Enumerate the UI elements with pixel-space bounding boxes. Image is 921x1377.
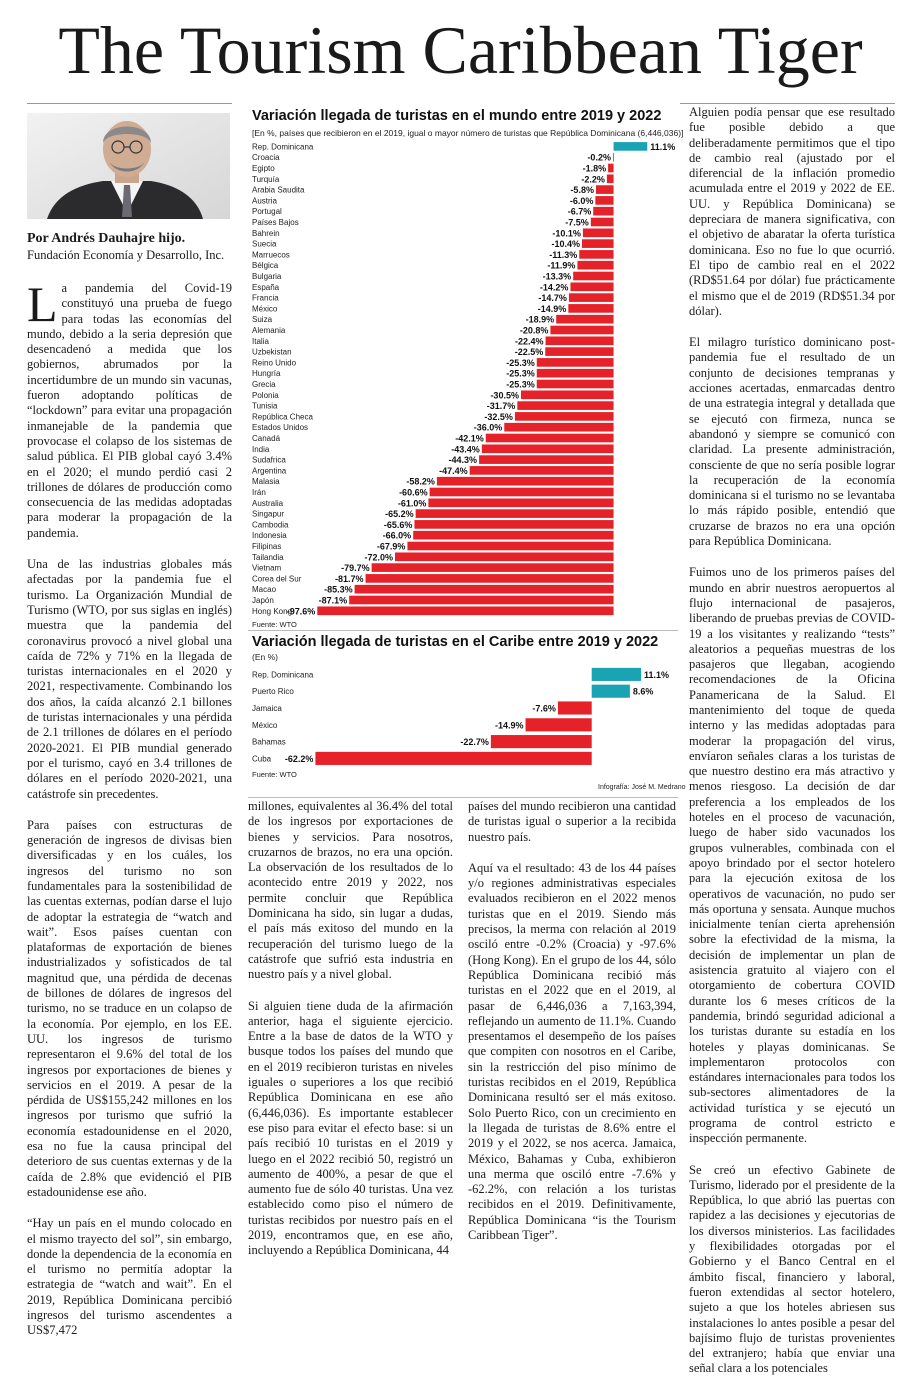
paragraph-text: a pandemia del Covid-19 constituyó una prueba de fuego para todas las economías del mundo, debido a la seria depresión que desencadenó a medida que los gobiernos, abrumados por la incertidumbre de un mundo sin vacunas, fueron adoptando políticas de “lockdown” para evitar una propagación inmanejable de la pandemia que provocase el colapso de los sistemas de salud pública. El PIB global cayó 3.4% en el 2020; el mundo perdió casi 2 trillones de dólares de producción como consecuencia de las medidas adoptadas para moderar la propagación de la pandemia. [27,281,232,540]
value-label: -6.0% [569,195,594,206]
bar [479,455,613,464]
value-label: -42.1% [455,433,484,444]
value-label: -47.4% [439,465,468,476]
bar [526,718,592,731]
category-label: Singapur [252,509,285,519]
category-label: Egipto [252,164,275,173]
bar [592,668,641,681]
author-name: Por Andrés Dauhajre hijo. [27,231,186,246]
page-title: The Tourism Caribbean Tiger [58,12,863,88]
category-label: Croacia [252,153,280,163]
value-label: -25.3% [506,379,535,390]
bar [414,520,613,529]
value-label: -66.0% [382,530,412,541]
value-label: -60.6% [399,487,428,498]
category-label: Cuba [252,754,272,764]
category-label: Suecia [252,239,277,249]
category-label: Turquía [252,174,280,184]
article-column-1 [27,276,232,1338]
category-label: Macao [252,585,277,595]
bar [558,701,592,714]
category-label: Suiza [252,315,273,325]
bar [521,390,614,399]
value-label: -43.4% [451,444,480,455]
category-label: Estados Unidos [252,423,309,433]
divider [248,630,678,631]
value-label: -25.3% [506,368,535,379]
bar [537,358,614,367]
value-label: 11.1% [644,669,670,680]
divider [27,103,232,104]
value-label: -20.8% [519,325,549,336]
value-label: -81.7% [335,573,364,584]
value-label: -14.2% [539,282,569,293]
bar [430,488,614,497]
value-label: -85.3% [324,584,353,595]
author-photo [27,113,230,219]
chart-subtitle-world: [En %, países que recibieron en el 2019, igual o mayor número de turistas que República Dominicana (6,446,036)] [252,128,684,138]
paragraph: Fuimos uno de los primeros países del mundo en abrir nuestros aeropuertos al flujo internacional de pasajeros, liberando de pruebas previas de COVID-19 a los visitantes y realizando “tests” aleatorios a pequeñas muestras de los pasajeros que llegaban, acogiendo recomendaciones de la Oficina Panamericana de la Salud. El mantenimiento del toque de queda interno y las medidas adoptadas para moderar la propagación del virus, envíaron señales claras a los turistas de que nuestro destino era más atractivo y menos riesgoso. La decisión de dar preferencia a los empleados de los hoteles en el proceso de vacunación, luego de haber sido vacunados los grupos vulnerables, combinada con el apoyo brindado por el sector hotelero para la ejecución exitosa de los operativos de vacunación, no pudo ser más oportuna y sensata. Aunque muchos inicialmente tenían cierta aprehensión sobre la efectividad de la misma, la decisión de implementar un plan de asistencia gratuito al viajero con el otorgamiento de cobertura COVID durante los 6 meses críticos de la pandemia, brindó seguridad adicional a los turistas durante su estadía en los hoteles y playas dominicanas. Se implementaron protocolos con estándares internacionales para todos los sub-sectores alimentadores de la actividad turística y se ejecutó un programa de control estricto e inspección permanente. [689,565,895,1146]
paragraph: Una de las industrias globales más afectadas por la pandemia fue el turismo. La Organización Mundial de Turismo (WTO, por sus siglas en inglés) muestra que la pandemia del coronavirus provocó a nivel global una caída de 72% y 71% en la llegada de turistas internacionales en el 2020 y 2021, respectivamente. Combinando los dos años, la caída alcanzó 2.1 billones de turistas internacionales y una pérdida de 2.1 trillones de dólares en el período 2020-2021. El PIB mundial generado por el turismo, cayó en 3.4 trillones de dólares en el período 2020-2021, una catástrofe sin precedentes. [27,557,232,801]
bar [413,531,613,540]
category-label: Puerto Rico [252,687,294,697]
paragraph: millones, equivalentes al 36.4% del total de los ingresos por exportaciones de bienes y servicios. Para nosotros, cruzarnos de brazos, no era una opción. La observación de los resultados de lo acontecido entre 2019 y 2022, nos permite concluir que República Dominicana ha sido, sin lugar a dudas, el país más exitoso del mundo en la recuperación del turismo luego de la catástrofe que sufrió esta industria en nuestro país y a nivel global. [248,799,453,982]
category-label: Malasia [252,477,280,487]
value-label: 8.6% [632,686,654,697]
value-label: -14.7% [538,293,567,304]
category-label: México [252,304,278,314]
category-label: Arabia Saudita [252,185,305,195]
value-label: -7.6% [532,703,556,714]
category-label: Francia [252,293,279,303]
bar [366,574,614,583]
category-label: Tailandia [252,552,284,562]
value-label: -1.8% [582,163,607,174]
category-label: Bélgica [252,261,279,271]
bar [517,401,613,410]
category-label: Países Bajos [252,218,299,227]
category-label: Corea del Sur [252,574,302,584]
category-label: República Checa [252,412,313,422]
bar [416,509,614,518]
paragraph: países del mundo recibieron una cantidad de turistas igual o superior a la recibida nuestro país. [468,799,676,844]
bar [395,552,614,561]
bar [569,293,614,302]
article-column-2 [248,799,453,1258]
value-label: -58.2% [406,476,435,487]
value-label: -79.7% [341,563,370,574]
value-label: -36.0% [473,422,503,433]
category-label: Filipinas [252,542,282,551]
bar [504,423,613,432]
bar [614,142,648,151]
bar [608,164,613,173]
category-label: España [252,282,280,292]
author-organization: Fundación Economía y Desarrollo, Inc. [27,248,225,262]
bar [407,542,613,551]
value-label: -10.1% [552,228,581,239]
category-label: Portugal [252,207,282,217]
value-label: -31.7% [486,401,516,412]
paragraph: El milagro turístico dominicano post-pandemia fue el resultado de un conjunto de decisiones tempranas y acciones acertadas, enmarcadas dentro de una estrategia integral y detallada que se ejecutó con firmeza, nunca se abandonó y siempre se comunicó con claridad. La presente administración, consciente de que no sería posible lograr la recuperación de la economía dominicana si el turismo no se levantaba lo más rápido posible, entendió que cruzarse de brazos no era una opción para República Dominicana. [689,335,895,549]
paragraph: Aquí va el resultado: 43 de los 44 países y/o regiones administrativas especiales evaluados recibieron en el 2022 menos turistas que en el 2019. Siendo más precisos, la merma con relación al 2019 osciló entre -0.2% (Croacia) y -97.6% (Hong Kong). En el grupo de los 44, sólo República Dominicana recibió más turistas en el 2022 que en el 2019, al pasar de 6,446,036 a 7,163,394, reflejando un aumento de 11.1%. Cuando presentamos el desempeño de los países que compiten con nosotros en el Caribe, sin la restricción del piso mínimo de turistas recibidos en el 2019, República Dominicana resultó ser el más exitoso. Solo Puerto Rico, con un crecimiento en la llegada de turistas de 8.6% entre el 2019 y el 2022, se nos acerca. Jamaica, México, Bahamas y Cuba, exhibieron una merma que osciló entre -7.6% y -62.2%, con relación a los turistas recibidos en el 2019. Definitivamente, República Dominicana “is the Tourism Caribbean Tiger”. [468,860,676,1243]
bar [613,153,614,162]
bar [482,444,614,453]
bar [582,239,614,248]
value-label: -44.3% [448,455,478,466]
chart-title-caribbean: Variación llegada de turistas en el Caribe entre 2019 y 2022 [252,634,659,650]
category-label: Reino Unido [252,358,297,368]
value-label: -6.7% [567,206,592,217]
article-column-3 [468,799,676,1243]
bar [486,434,614,443]
divider [248,797,678,798]
divider [680,103,895,104]
value-label: 11.1% [650,141,676,152]
bar [355,585,614,594]
category-label: Grecia [252,380,276,389]
category-label: Indonesia [252,531,287,541]
chart-world [248,140,680,620]
value-label: -72.0% [364,552,393,563]
category-label: Italia [252,336,269,346]
category-label: Austria [252,196,277,206]
bar [470,466,614,475]
value-label: -61.0% [397,498,427,509]
bar [515,412,614,421]
chart-caribbean [248,664,680,768]
category-label: Rep. Dominicana [252,670,314,680]
bar [537,369,614,378]
value-label: -62.2% [284,753,314,764]
bar [437,477,614,486]
value-label: -65.6% [383,519,413,530]
value-label: -2.2% [581,174,605,185]
bar [546,336,614,345]
value-label: -18.9% [525,314,555,325]
value-label: -25.3% [506,357,535,368]
value-label: -67.9% [376,541,406,552]
category-label: Vietnam [252,563,282,573]
bar [491,735,592,748]
value-label: -11.3% [549,249,578,260]
category-label: Marruecos [252,250,290,260]
category-label: Uzbekistan [252,347,292,357]
category-label: Tunisia [252,401,278,411]
category-label: Hong Kong [252,606,293,616]
category-label: Cambodia [252,520,289,530]
chart-source-caribbean: Fuente: WTO [252,770,297,779]
paragraph: Alguien podía pensar que ese resultado fue posible debido a que deliberadamente permitimos que el tipo de cambio real (ajustado por el diferencial de la inflación promedio acumulada entre el 2019 y 2022 de EE. UU. y República Dominicana) se depreciara de manera significativa, con el objetivo de abaratar la oferta turística dominicana. Eso no fue lo que ocurrió. El tipo de cambio real en el 2022 (RD$51.64 por dólar) fue prácticamente el mismo que el de 2019 (RD$51.34 por dólar). [689,105,895,318]
value-label: -22.5% [514,347,544,358]
value-label: -10.4% [551,239,580,250]
value-label: -32.5% [484,411,513,422]
value-label: -30.5% [490,390,519,401]
bar [583,228,614,237]
bar [550,326,613,335]
bar [568,304,613,313]
bar [349,596,613,605]
value-label: -7.5% [565,217,589,228]
value-label: -97.6% [286,606,316,617]
chart-source-world: Fuente: WTO [252,620,297,629]
chart-subtitle-caribbean: (En %) [252,652,278,662]
category-label: Rep. Dominicana [252,142,314,152]
category-label: Australia [252,498,284,508]
bar [593,207,613,216]
article-column-4 [689,105,895,1376]
bar [596,185,614,194]
bar [577,261,613,270]
value-label: -14.9% [494,720,524,731]
bar [592,685,630,698]
category-label: Hungría [252,369,281,379]
category-label: Argentina [252,466,287,476]
bar [573,272,613,281]
value-label: -11.9% [547,260,576,271]
category-label: Bahrein [252,228,280,238]
value-label: -0.2% [587,152,611,163]
category-label: Jamaica [252,704,282,713]
category-label: México [252,720,278,730]
value-label: -22.7% [460,737,489,748]
bar [595,196,613,205]
category-label: Bahamas [252,737,286,747]
value-label: -22.4% [515,336,544,347]
paragraph [27,276,232,541]
chart-credit: Infografía: José M. Medrano [598,784,686,791]
bar [315,752,591,765]
drop-cap: L [27,276,58,332]
category-label: Japón [252,596,274,605]
bar [591,218,614,227]
category-label: India [252,444,270,454]
category-label: Alemania [252,326,286,335]
bar [545,347,613,356]
paragraph: Para países con estructuras de generación de ingresos de divisas bien diversificadas y en los cuáles, los ingresos del turismo no son fundamentales para la sostenibilidad de las cuentas externas, podían darse el lujo de adoptar la estrategia de “watch and wait”. Esos países cuentan con plataformas de exportación de bienes industrializados y sofisticados de tal magnitud que, una pérdida de decenas de billones de dólares de ingresos del turismo, no se traduce en un colapso de la economía. Por ejemplo, en los EE. UU. los ingresos de turismo representaron el 9.6% del total de los ingresos por exportaciones de bienes y servicios en el 2019. A pesar de la pérdida de US$155,242 millones en los ingresos por turismo que sufrió la economía estadounidense en el 2020, esa no fue la causa principal del deterioro de sus cuentas externas y de la caída de 2.8% que evidenció el PIB estadounidense ese año. [27,817,232,1199]
category-label: Irán [252,488,266,497]
paragraph: Se creó un efectivo Gabinete de Turismo, liderado por el presidente de la República, lo que abrió las puertas con rapidez a las decisiones y ejecutorias de los diversos ministerios. Las facilidades y flexibilidades otorgadas por el Gobierno y el Banco Central en el ámbito fiscal, financiero y laboral, fueron extendidas al sector hotelero, sujeto a que los hoteles abriesen sus instalaciones lo antes posible a pesar del bajísimo flujo de turistas provenientes del extranjero; había que enviar una señal clara a los potenciales [689,1162,895,1376]
bar [317,606,613,615]
category-label: Bulgaria [252,272,282,281]
value-label: -87.1% [318,595,348,606]
category-label: Polonia [252,390,279,400]
chart-title-world: Variación llegada de turistas en el mundo entre 2019 y 2022 [252,108,662,124]
bar [428,498,613,507]
paragraph: “Hay un país en el mundo colocado en el mismo trayecto del sol”, sin embargo, donde la dependencia de la economía en el turismo no permitía adoptar la estrategia de “watch and wait”. En el 2019, República Dominicana percibió ingresos del turismo ascendentes a US$7,472 [27,1216,232,1338]
bar [570,282,613,291]
category-label: Canadá [252,434,281,443]
value-label: -5.8% [570,185,594,196]
bar [556,315,613,324]
bar [537,380,614,389]
value-label: -13.3% [542,271,572,282]
value-label: -14.9% [537,303,567,314]
bar [372,563,614,572]
bar [579,250,613,259]
paragraph: Si alguien tiene duda de la afirmación anterior, haga el siguiente ejercicio. Entre a la base de datos de la WTO y busque todos los países del mundo que en el 2019 recibieron turistas en niveles iguales o superiores a los que recibió República Dominicana en ese año (6,446,036). Es importante establecer ese piso para evitar el efecto base: si un país recibió 10 turistas en el 2019 y luego en el 2022 recibió 50, registró un aumento de 400%, a pesar de que el aumento fue de sólo 40 turistas. Una vez establecido como piso el número de turistas recibidos por nuestro país en el 2019, encontramos que, en ese año, incluyendo a República Dominicana, 44 [248,998,453,1258]
value-label: -65.2% [385,509,414,520]
category-label: Sudafrica [252,455,286,465]
bar [607,174,614,183]
